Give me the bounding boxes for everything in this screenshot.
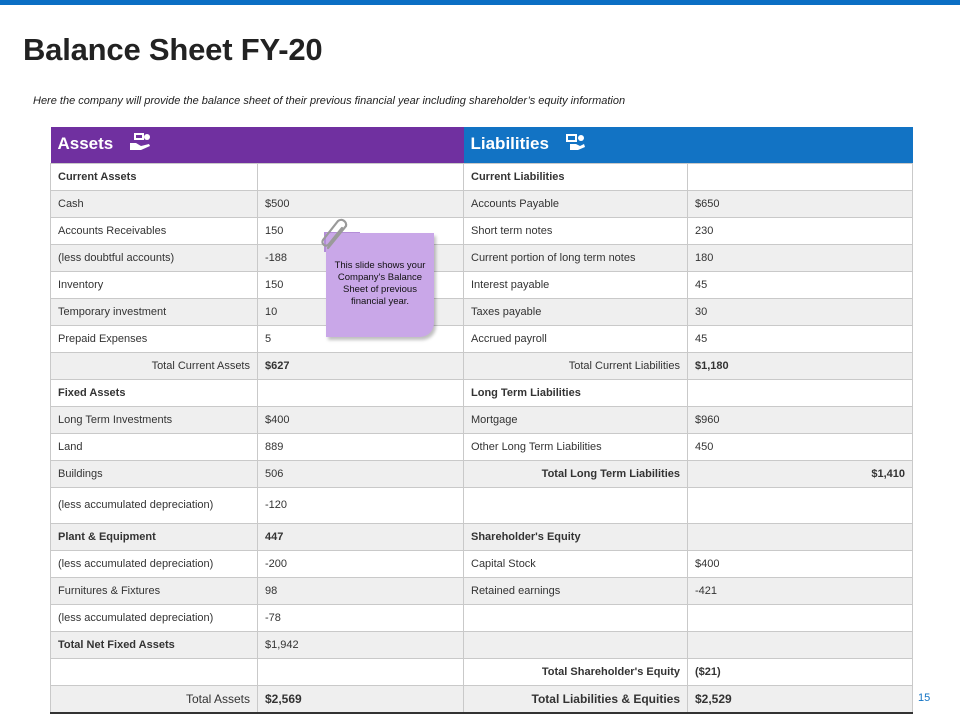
cell-liability-value: 30 [688,298,913,325]
cell-asset-value: 10 [258,298,464,325]
cell-asset-value [258,163,464,190]
total-current-liabilities-value: $1,180 [688,352,913,379]
cell-asset-label: Buildings [51,460,258,487]
cell-asset-label [51,658,258,685]
total-shareholders-equity-label: Total Shareholder's Equity [464,658,688,685]
total-assets-label: Total Assets [51,685,258,713]
cell-liability-value: $400 [688,550,913,577]
paperclip-icon [318,218,356,261]
table-row [51,577,913,604]
cell-asset-value [258,379,464,406]
top-accent-bar [0,0,960,5]
cell-asset-value: -120 [258,487,464,523]
cell-liability-value [688,379,913,406]
table-row [51,271,913,298]
cell-liability-label: Current portion of long term notes [464,244,688,271]
cell-asset-value: 447 [258,523,464,550]
total-assets-value: $2,569 [258,685,464,713]
cell-asset-value: -78 [258,604,464,631]
total-current-assets-label: Total Current Assets [51,352,258,379]
cell-asset-value: $400 [258,406,464,433]
cell-liability-label: Retained earnings [464,577,688,604]
cell-liability-label: Shareholder's Equity [464,523,688,550]
cell-asset-label: Temporary investment [51,298,258,325]
cell-asset-label: (less accumulated depreciation) [51,604,258,631]
cell-asset-value: 506 [258,460,464,487]
assets-header [51,127,464,163]
cell-asset-label: (less doubtful accounts) [51,244,258,271]
header-row [51,127,913,163]
cell-asset-value: 889 [258,433,464,460]
total-current-assets-value: $627 [258,352,464,379]
table-row [51,217,913,244]
table-row [51,352,913,379]
page-number: 15 [918,692,931,704]
total-current-liabilities-label: Total Current Liabilities [464,352,688,379]
cell-asset-value: $500 [258,190,464,217]
table-row [51,604,913,631]
cell-liability-label: Accounts Payable [464,190,688,217]
cell-liability-value: $960 [688,406,913,433]
page-subtitle: Here the company will provide the balance sheet of their previous financial year including shareholder’s equity information [33,95,626,107]
page-title: Balance Sheet FY-20 [23,32,323,67]
cell-asset-label: Prepaid Expenses [51,325,258,352]
table-row [51,631,913,658]
cell-liability-label: Accrued payroll [464,325,688,352]
cell-liability-value: $650 [688,190,913,217]
cell-liability-label: Other Long Term Liabilities [464,433,688,460]
table-row [51,460,913,487]
cell-liability-value: 45 [688,325,913,352]
cell-asset-label: (less accumulated depreciation) [51,550,258,577]
cell-asset-label: Fixed Assets [51,379,258,406]
cell-asset-label: Inventory [51,271,258,298]
cell-asset-value: 5 [258,325,464,352]
sticky-note: This slide shows your Company's Balance Sheet of previous financial year. [326,233,434,337]
cell-asset-value [258,658,464,685]
cell-liability-label [464,604,688,631]
cell-liability-label: Long Term Liabilities [464,379,688,406]
total-net-fixed-assets-label: Total Net Fixed Assets [51,631,258,658]
cell-liability-value [688,631,913,658]
table-row [51,523,913,550]
table-row [51,550,913,577]
cell-asset-label: Current Assets [51,163,258,190]
table-row [51,298,913,325]
cell-liability-value: 450 [688,433,913,460]
cell-liability-value: 180 [688,244,913,271]
cell-liability-value [688,163,913,190]
cell-asset-label: (less accumulated depreciation) [51,487,258,523]
cell-liability-label: Mortgage [464,406,688,433]
cell-asset-value: -188 [258,244,464,271]
total-liabilities-equities-label: Total Liabilities & Equities [464,685,688,713]
cell-asset-label: Cash [51,190,258,217]
cell-liability-label: Capital Stock [464,550,688,577]
table-row [51,163,913,190]
table-row [51,433,913,460]
table-row [51,406,913,433]
table-row [51,658,913,685]
money-exchange-icon [564,132,586,157]
liabilities-header [464,127,913,163]
total-net-fixed-assets-value: $1,942 [258,631,464,658]
cell-asset-value: -200 [258,550,464,577]
total-liabilities-equities-value: $2,529 [688,685,913,713]
cell-asset-label: Long Term Investments [51,406,258,433]
cell-asset-label: Furnitures & Fixtures [51,577,258,604]
cell-liability-label: Short term notes [464,217,688,244]
total-long-term-liabilities-label: Total Long Term Liabilities [464,460,688,487]
cell-asset-value: 98 [258,577,464,604]
balance-sheet-table [50,127,913,714]
cell-liability-value [688,523,913,550]
money-hand-icon [128,131,152,158]
cell-liability-value [688,487,913,523]
liabilities-header-label: Liabilities [470,134,549,154]
cell-liability-value [688,604,913,631]
table-row [51,685,913,713]
cell-asset-label: Plant & Equipment [51,523,258,550]
table-row [51,190,913,217]
cell-asset-label: Land [51,433,258,460]
cell-liability-label [464,487,688,523]
cell-liability-label: Interest payable [464,271,688,298]
table-row [51,244,913,271]
cell-liability-value: 230 [688,217,913,244]
cell-liability-value: 45 [688,271,913,298]
cell-liability-label [464,631,688,658]
cell-asset-value: 150 [258,271,464,298]
cell-liability-label: Current Liabilities [464,163,688,190]
cell-asset-label: Accounts Receivables [51,217,258,244]
total-shareholders-equity-value: ($21) [688,658,913,685]
total-long-term-liabilities-value: $1,410 [688,460,913,487]
table-row [51,487,913,523]
table-row [51,325,913,352]
cell-liability-label: Taxes payable [464,298,688,325]
cell-liability-value: -421 [688,577,913,604]
table-row [51,379,913,406]
assets-header-label: Assets [57,134,114,154]
cell-asset-value: 150 [258,217,464,244]
